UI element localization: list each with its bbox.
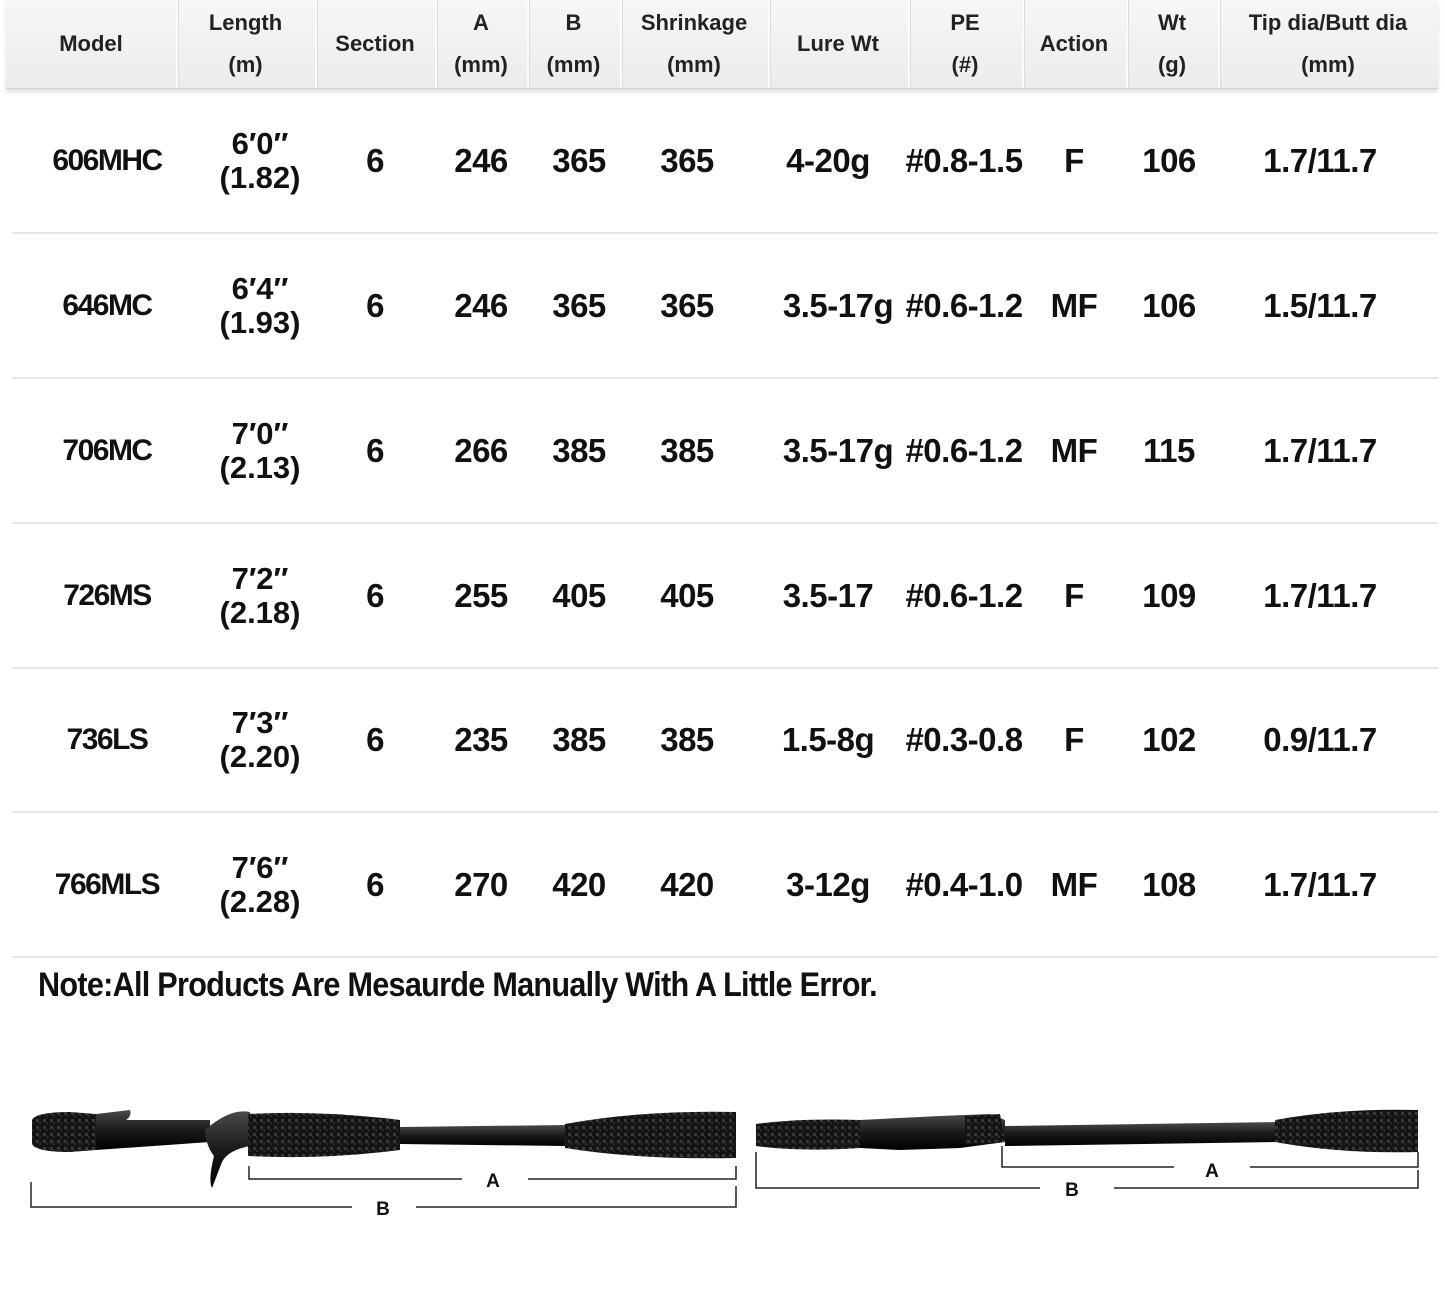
column-header-pe: PE (#) [908, 0, 1022, 88]
cell-action: F [1064, 577, 1084, 614]
cell-model: 736LS [66, 723, 148, 756]
casting-dimension-b-label: B [376, 1199, 390, 1220]
cell-pe: #0.8-1.5 [905, 142, 1023, 179]
cell-model: 606MHC [52, 144, 162, 177]
cell-pe: #0.3-0.8 [905, 721, 1023, 758]
cell-pe: #0.6-1.2 [905, 577, 1023, 614]
cell-model: 706MC [62, 434, 152, 467]
cell-section: 6 [366, 287, 384, 324]
cell-tip-butt-dia: 1.5/11.7 [1263, 287, 1377, 324]
cell-b: 420 [552, 866, 606, 903]
cell-shrinkage: 385 [660, 721, 714, 758]
table-header [6, 0, 1438, 89]
cell-section: 6 [366, 577, 384, 614]
cell-a: 266 [454, 432, 508, 469]
casting-dimension-a-label: A [486, 1171, 500, 1192]
cell-shrinkage: 365 [660, 142, 714, 179]
cell-shrinkage: 405 [660, 577, 714, 614]
cell-length: 7′3″ (2.20) [219, 705, 301, 774]
cell-model: 766MLS [54, 868, 160, 901]
rod-diagrams [0, 1090, 1445, 1230]
column-header-a: A (mm) [435, 0, 527, 88]
cell-b: 385 [552, 432, 606, 469]
cell-a: 246 [454, 142, 508, 179]
column-header-shrinkage: Shrinkage (mm) [620, 0, 768, 88]
spinning-rod-image [756, 1110, 1418, 1153]
cell-pe: #0.6-1.2 [905, 287, 1023, 324]
column-header-section: Section [315, 0, 435, 88]
spinning-dimension-a-label: A [1205, 1161, 1219, 1182]
cell-wt: 115 [1143, 432, 1195, 469]
cell-b: 385 [552, 721, 606, 758]
column-header-action: Action [1022, 0, 1126, 88]
table-row [12, 235, 1438, 379]
casting-rod-image [32, 1110, 736, 1188]
cell-lure-wt: 3.5-17g [782, 432, 894, 469]
table-row [12, 525, 1438, 669]
spinning-rod-diagram [756, 1110, 1418, 1201]
cell-a: 270 [454, 866, 508, 903]
cell-wt: 109 [1142, 577, 1196, 614]
table-row [12, 380, 1438, 524]
cell-b: 405 [552, 577, 606, 614]
cell-a: 255 [454, 577, 508, 614]
cell-shrinkage: 385 [660, 432, 714, 469]
cell-model: 726MS [63, 579, 151, 612]
cell-section: 6 [366, 142, 384, 179]
casting-rod-diagram [31, 1110, 736, 1220]
cell-action: F [1064, 721, 1084, 758]
cell-wt: 102 [1142, 721, 1196, 758]
column-header-lure-wt: Lure Wt [768, 0, 908, 88]
cell-wt: 108 [1142, 866, 1196, 903]
cell-pe: #0.6-1.2 [905, 432, 1023, 469]
cell-length: 7′6″ (2.28) [219, 850, 301, 919]
cell-shrinkage: 420 [660, 866, 714, 903]
cell-section: 6 [366, 721, 384, 758]
table-row [12, 814, 1438, 958]
column-header-wt: Wt (g) [1126, 0, 1218, 88]
measurement-note: Note:All Products Are Mesaurde Manually With A Little Error. [38, 966, 877, 1004]
cell-lure-wt: 1.5-8g [781, 721, 875, 758]
cell-b: 365 [552, 142, 606, 179]
cell-wt: 106 [1142, 142, 1196, 179]
cell-length: 7′2″ (2.18) [219, 561, 301, 630]
cell-tip-butt-dia: 1.7/11.7 [1263, 866, 1377, 903]
cell-b: 365 [552, 287, 606, 324]
cell-action: MF [1050, 287, 1098, 324]
spinning-dimension-b-label: B [1065, 1180, 1079, 1201]
cell-tip-butt-dia: 1.7/11.7 [1263, 577, 1377, 614]
cell-section: 6 [366, 432, 384, 469]
cell-wt: 106 [1142, 287, 1196, 324]
cell-lure-wt: 3.5-17 [782, 577, 874, 614]
table-row [12, 669, 1438, 813]
cell-section: 6 [366, 866, 384, 903]
cell-a: 246 [454, 287, 508, 324]
column-header-tip-butt-dia: Tip dia/Butt dia (mm) [1218, 0, 1438, 88]
cell-action: MF [1050, 432, 1098, 469]
column-header-b: B (mm) [527, 0, 620, 88]
cell-length: 6′4″ (1.93) [219, 271, 301, 340]
cell-tip-butt-dia: 1.7/11.7 [1263, 142, 1377, 179]
cell-lure-wt: 4-20g [786, 142, 870, 179]
cell-pe: #0.4-1.0 [905, 866, 1023, 903]
cell-tip-butt-dia: 0.9/11.7 [1263, 721, 1377, 758]
column-header-model: Model [59, 31, 123, 56]
cell-lure-wt: 3-12g [786, 866, 870, 903]
cell-lure-wt: 3.5-17g [782, 287, 894, 324]
cell-a: 235 [454, 721, 508, 758]
table-row [12, 90, 1438, 234]
cell-length: 6′0″ (1.82) [219, 126, 301, 195]
cell-action: F [1064, 142, 1084, 179]
cell-model: 646MC [62, 289, 152, 322]
column-header-length: Length (m) [176, 0, 315, 88]
cell-shrinkage: 365 [660, 287, 714, 324]
cell-action: MF [1050, 866, 1098, 903]
cell-length: 7′0″ (2.13) [219, 416, 301, 485]
cell-tip-butt-dia: 1.7/11.7 [1263, 432, 1377, 469]
